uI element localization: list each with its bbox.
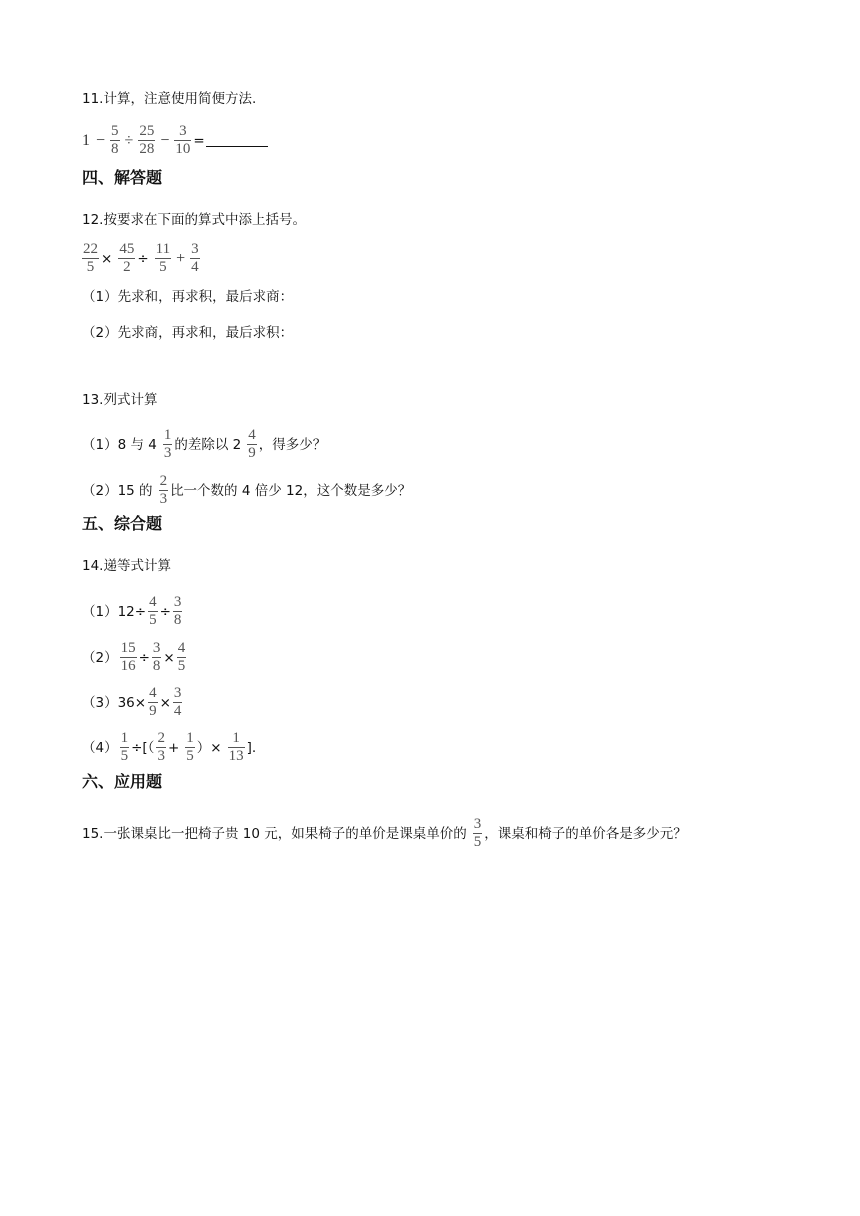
- q12-f2-num: 45: [119, 241, 135, 257]
- q11-fraction-3: [174, 124, 191, 157]
- q13-p1-f1-den: 3: [163, 445, 172, 461]
- q11-one: 1: [82, 131, 90, 149]
- q11-title: [82, 89, 256, 109]
- q13-p1-pre: （1）8 与 4: [82, 436, 157, 453]
- q14-p2-f1-den: 16: [120, 658, 136, 674]
- q14-p1-f2-num: 3: [173, 594, 182, 610]
- q13-p1-fraction-2: [247, 428, 257, 461]
- q12-part-1: [82, 287, 293, 307]
- q12-f3-num: 11: [155, 241, 171, 257]
- q14-p1-fraction-1: [148, 595, 158, 628]
- q15-post: ，课桌和椅子的单价各是多少元？: [484, 825, 687, 842]
- q11-fraction-1: [110, 124, 120, 157]
- q12-div: ÷: [137, 250, 149, 267]
- q12-part-1-text: （1）先求和，再求积，最后求商：: [82, 289, 294, 305]
- q15-fraction-1: [473, 817, 483, 850]
- q13-p2-fraction-1: [159, 474, 169, 507]
- q14-p4-op3: ）×: [196, 739, 222, 756]
- q14-p2-f1-num: 15: [120, 640, 136, 656]
- q14-p3-fraction-1: [148, 686, 158, 719]
- q14-p1-f1-num: 4: [149, 594, 157, 610]
- q14-p3-f1-den: 9: [149, 703, 157, 719]
- q11-div: ÷: [124, 131, 134, 149]
- q12-plus: +: [176, 249, 186, 267]
- q11-fraction-2: [138, 124, 155, 157]
- q12-times: ×: [101, 250, 113, 267]
- q15-f1-den: 5: [473, 834, 482, 850]
- q14-p4-f3-num: 1: [186, 730, 194, 746]
- q11-f2-num: 25: [139, 123, 155, 139]
- q13-p1-f2-den: 9: [248, 445, 256, 461]
- q12-expression: [82, 242, 202, 275]
- q14-p4-fraction-3: [185, 731, 195, 764]
- q12-fraction-4: [190, 242, 200, 275]
- q12-fraction-1: [82, 242, 99, 275]
- q15-f1-num: 3: [473, 816, 482, 832]
- section-6-heading: 六、应用题: [82, 772, 163, 791]
- q12-f2-den: 2: [123, 259, 131, 275]
- q14-p1-f2-den: 8: [173, 612, 182, 628]
- q14-p1-pre: （1）12÷: [82, 603, 147, 620]
- q14-p4-fraction-1: [120, 731, 130, 764]
- q12-f1-num: 22: [83, 241, 98, 257]
- q11-f1-num: 5: [111, 123, 119, 139]
- q14-p4-f2-num: 2: [157, 730, 165, 746]
- q14-part-1: [82, 595, 184, 628]
- q11-f3-num: 3: [179, 123, 187, 139]
- q12-f4-den: 4: [191, 259, 199, 275]
- q14-p2-fraction-1: [120, 641, 137, 674]
- q14-p4-fraction-2: [156, 731, 166, 764]
- q14-p2-op2: ×: [163, 649, 175, 666]
- q14-p3-f2-num: 3: [173, 685, 182, 701]
- q14-p3-f2-den: 4: [173, 703, 182, 719]
- q14-p2-f2-den: 8: [152, 658, 161, 674]
- q11-f3-den: 10: [175, 141, 191, 157]
- q12-title-text: 12.按要求在下面的算式中添上括号。: [82, 212, 306, 228]
- q13-p1-fraction-1: [163, 428, 173, 461]
- section-4-heading: 四、解答题: [82, 168, 163, 187]
- q14-p2-f2-num: 3: [152, 640, 161, 656]
- q12-part-2-text: （2）先求商，再求和，最后求积：: [82, 325, 294, 341]
- q13-p1-post: ，得多少？: [258, 436, 327, 453]
- q14-p4-pre: （4）: [82, 739, 118, 756]
- q14-p4-f1-den: 5: [120, 748, 129, 764]
- q14-part-2: [82, 641, 188, 674]
- q14-p4-fraction-4: [228, 731, 245, 764]
- q14-p4-op2: +: [167, 739, 180, 756]
- q11-minus-2: −: [160, 131, 170, 149]
- q13-p1-f2-num: 4: [248, 427, 256, 443]
- q14-part-4: [82, 731, 256, 764]
- q14-p3-f1-num: 4: [149, 685, 157, 701]
- q13-p1-f1-num: 1: [163, 427, 172, 443]
- q14-title: [82, 556, 171, 576]
- q14-p1-f1-den: 5: [149, 612, 157, 628]
- q14-p3-fraction-2: [173, 686, 183, 719]
- q13-p2-post: 比一个数的 4 倍少 12，这个数是多少？: [170, 482, 412, 499]
- q11-answer-blank[interactable]: [206, 134, 268, 147]
- q14-p2-fraction-2: [152, 641, 162, 674]
- q13-p2-pre: （2）15 的: [82, 482, 153, 499]
- q15-pre: 15.一张课桌比一把椅子贵 10 元，如果椅子的单价是课桌单价的: [82, 825, 467, 842]
- q14-p3-pre: （3）36×: [82, 694, 147, 711]
- q13-p2-f1-den: 3: [159, 491, 168, 507]
- q11-expression: [82, 124, 268, 157]
- q13-part-1: [82, 428, 326, 461]
- q11-f2-den: 28: [139, 141, 155, 157]
- q13-title: [82, 390, 157, 410]
- q12-f1-den: 5: [86, 259, 95, 275]
- q12-title: [82, 210, 306, 230]
- q14-p4-op1: ÷[（: [131, 739, 155, 756]
- q14-p4-post: ].: [246, 739, 257, 756]
- q14-p2-f3-num: 4: [177, 640, 186, 656]
- q13-title-text: 13.列式计算: [82, 392, 158, 408]
- q14-p2-f3-den: 5: [177, 658, 186, 674]
- q14-p4-f2-den: 3: [157, 748, 165, 764]
- q14-p1-op1: ÷: [159, 603, 171, 620]
- q14-p4-f4-num: 1: [232, 730, 240, 746]
- q14-p4-f4-den: 13: [228, 748, 244, 764]
- q14-p2-fraction-3: [177, 641, 187, 674]
- q14-part-3: [82, 686, 184, 719]
- q12-fraction-3: [155, 242, 171, 275]
- q13-p2-f1-num: 2: [159, 473, 168, 489]
- q14-p3-op1: ×: [159, 694, 171, 711]
- q13-p1-mid: 的差除以 2: [174, 436, 242, 453]
- q14-p2-pre: （2）: [82, 649, 118, 666]
- q12-f4-num: 3: [191, 241, 199, 257]
- q12-part-2: [82, 323, 293, 343]
- q11-equals: =: [193, 132, 205, 149]
- q14-p4-f3-den: 5: [186, 748, 194, 764]
- q14-p4-f1-num: 1: [120, 730, 129, 746]
- q11-title-text: 11.计算，注意使用简便方法.: [82, 91, 257, 107]
- section-5-heading: 五、综合题: [82, 514, 163, 533]
- q14-p1-fraction-2: [173, 595, 183, 628]
- q12-fraction-2: [118, 242, 135, 275]
- q11-minus-1: −: [96, 131, 106, 149]
- q13-part-2: [82, 474, 411, 507]
- q15-text: [82, 817, 687, 850]
- q14-title-text: 14.递等式计算: [82, 558, 171, 574]
- q14-p2-op1: ÷: [138, 649, 150, 666]
- q12-f3-den: 5: [159, 259, 167, 275]
- q11-f1-den: 8: [111, 141, 119, 157]
